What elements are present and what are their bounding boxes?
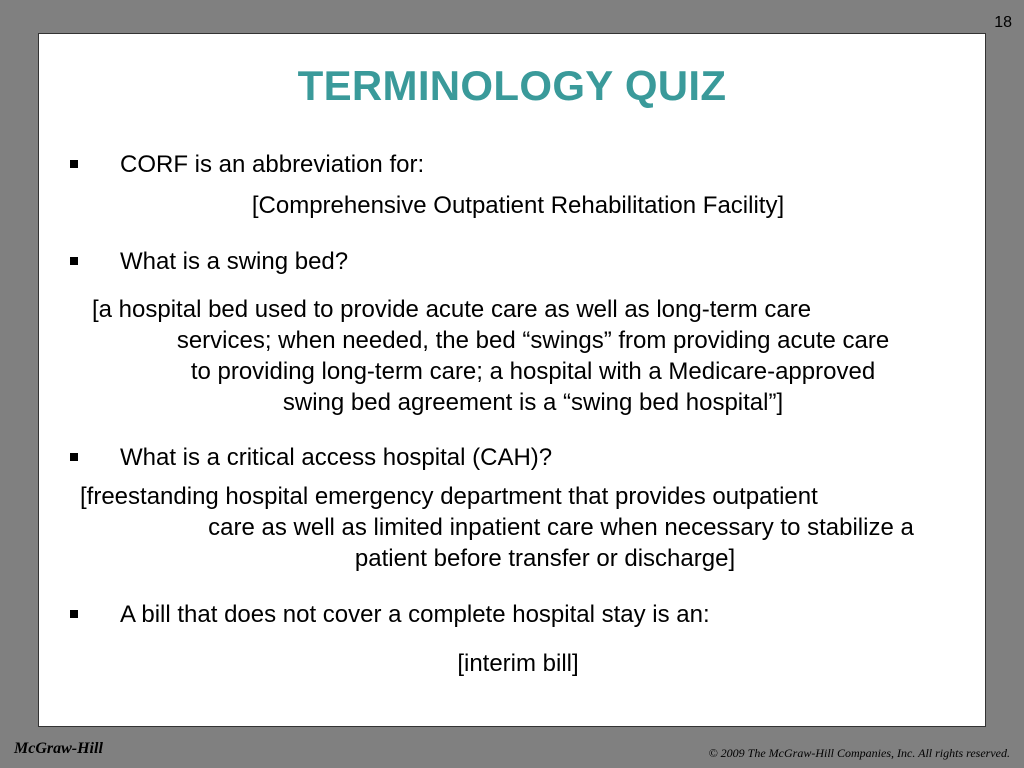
answer-line: patient before transfer or discharge] <box>354 545 736 572</box>
square-bullet-icon <box>70 257 78 265</box>
quiz-question-4 <box>70 600 710 630</box>
publisher-logo-text: McGraw-Hill <box>14 740 103 757</box>
answer-line: [interim bill] <box>457 650 579 677</box>
quiz-answer-3 <box>70 481 996 574</box>
answer-line: services; when needed, the bed “swings” from providing acute care <box>176 327 890 354</box>
question-text: What is a swing bed? <box>120 248 349 275</box>
quiz-question-3 <box>70 443 552 473</box>
answer-line: [freestanding hospital emergency department that provides outpatient <box>80 483 818 510</box>
answer-line: [a hospital bed used to provide acute care as well as long-term care <box>92 296 812 323</box>
quiz-answer-4 <box>100 648 936 679</box>
quiz-question-1 <box>70 150 424 180</box>
answer-line: [Comprehensive Outpatient Rehabilitation Facility] <box>251 192 785 219</box>
copyright-notice: © 2009 The McGraw-Hill Companies, Inc. All rights reserved. <box>708 746 1010 760</box>
square-bullet-icon <box>70 453 78 461</box>
quiz-answer-2 <box>80 294 986 418</box>
question-text: What is a critical access hospital (CAH)? <box>120 444 553 471</box>
question-text: A bill that does not cover a complete hospital stay is an: <box>120 601 710 628</box>
quiz-question-2 <box>70 247 348 277</box>
slide-number: 18 <box>994 14 1012 31</box>
question-text: CORF is an abbreviation for: <box>120 151 425 178</box>
square-bullet-icon <box>70 160 78 168</box>
answer-line: to providing long-term care; a hospital with a Medicare-approved <box>190 358 876 385</box>
quiz-answer-1 <box>100 190 936 221</box>
answer-line: swing bed agreement is a “swing bed hospital”] <box>282 389 784 416</box>
slide-title: TERMINOLOGY QUIZ <box>297 62 727 109</box>
square-bullet-icon <box>70 610 78 618</box>
answer-line: care as well as limited inpatient care when necessary to stabilize a <box>208 514 914 541</box>
